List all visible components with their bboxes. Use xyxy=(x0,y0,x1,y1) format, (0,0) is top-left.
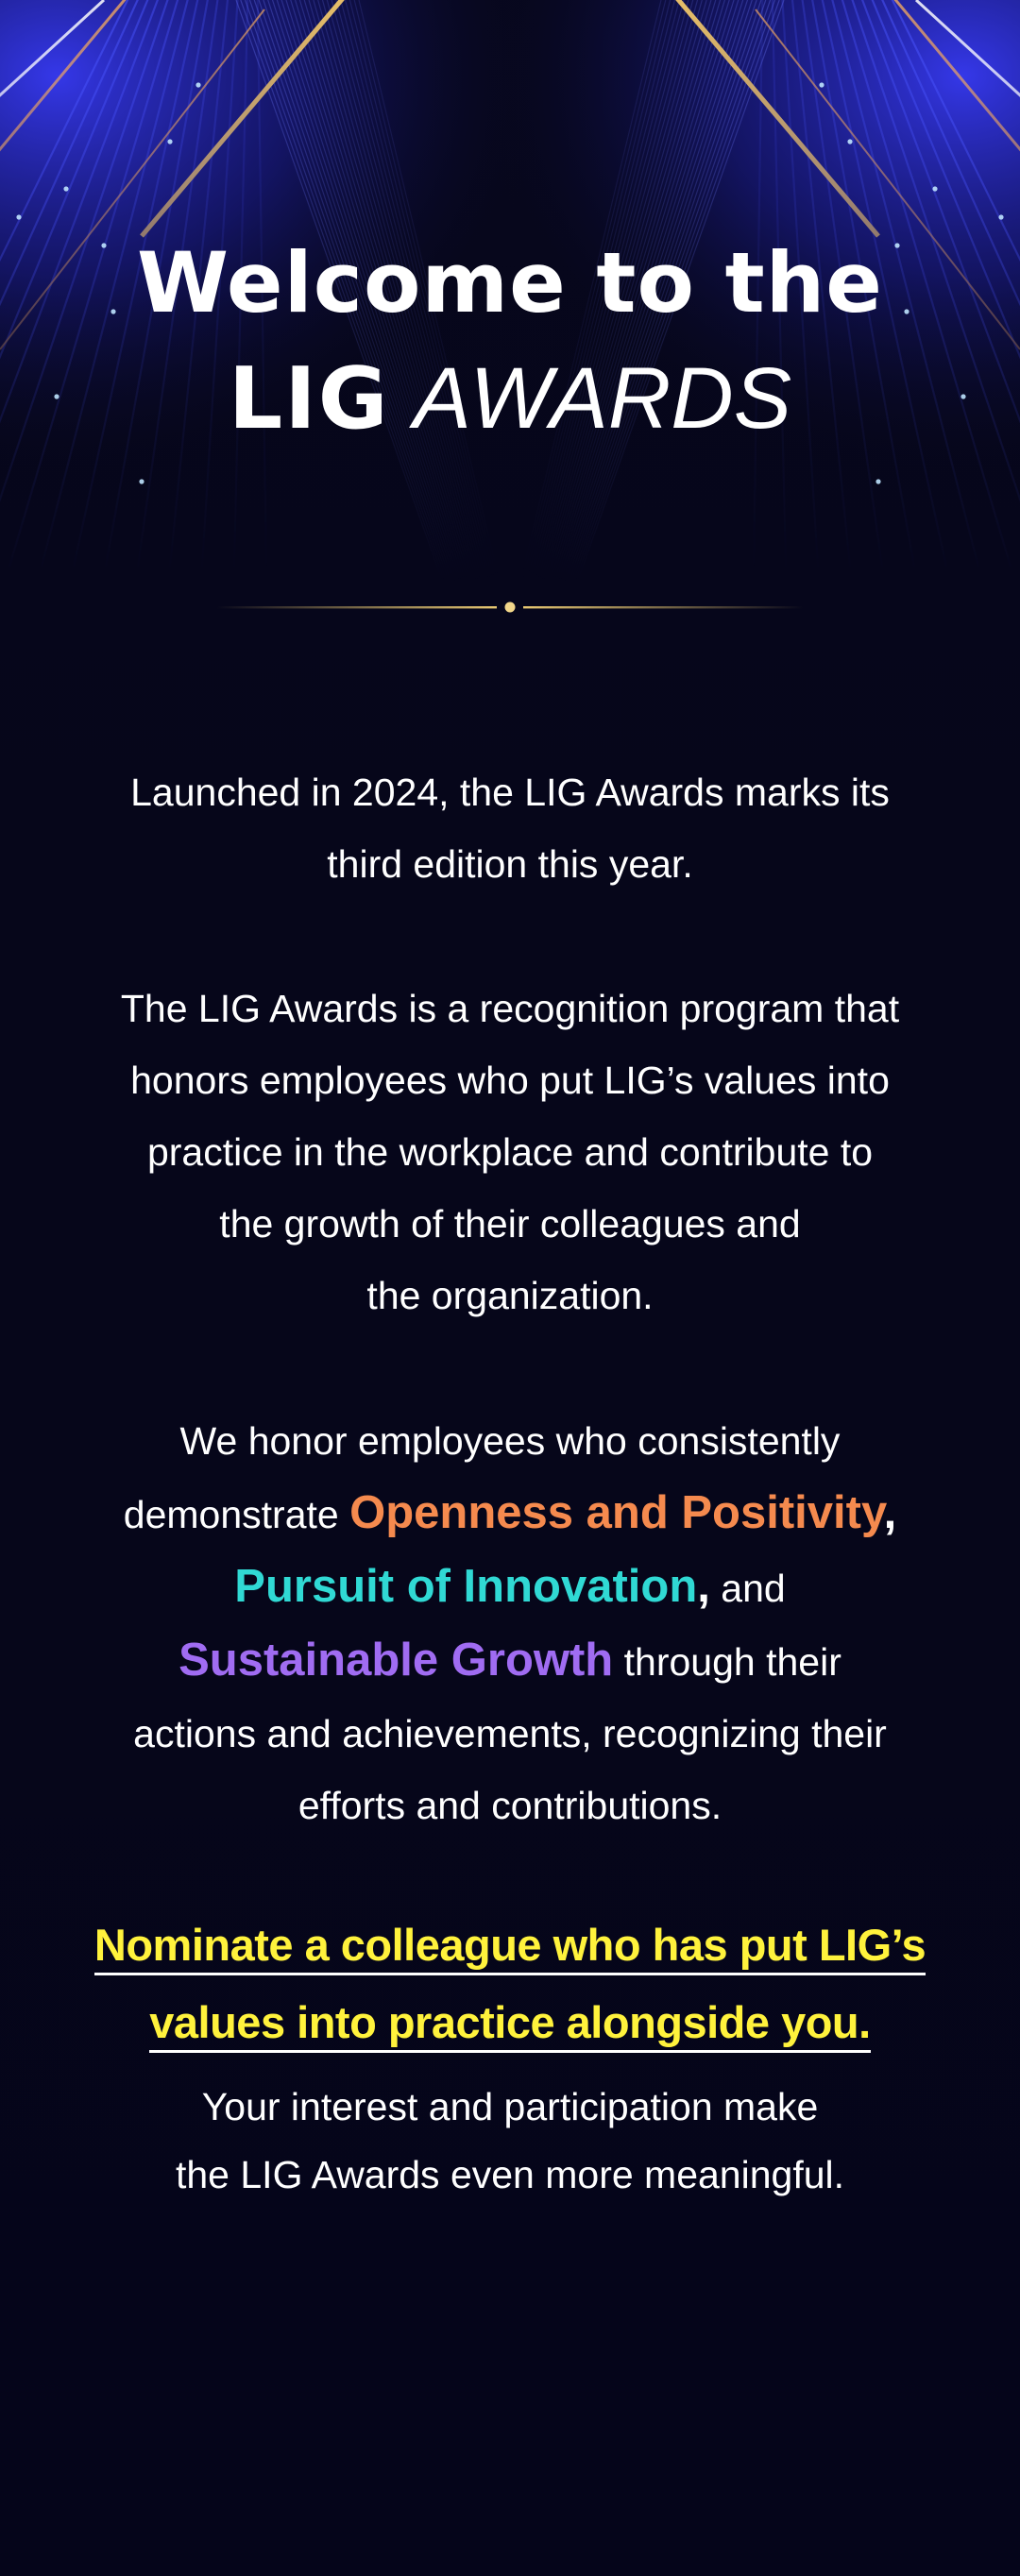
honor-line-6: efforts and contributions. xyxy=(298,1784,722,1827)
honor-and: and xyxy=(721,1567,786,1610)
program-line-3: practice in the workplace and contribute to xyxy=(146,1130,874,1174)
program-line-2: honors employees who put LIG’s values into xyxy=(130,1059,890,1102)
sparkle-dot xyxy=(932,186,937,191)
sparkle-dot xyxy=(63,186,68,191)
sparkle-dot xyxy=(847,139,852,144)
honor-through: through their xyxy=(623,1640,842,1684)
honor-paragraph xyxy=(85,1405,935,1841)
sparkle-dot xyxy=(196,82,200,87)
title-awards: AWARDS xyxy=(413,350,792,447)
title-line-welcome: Welcome to the xyxy=(137,234,883,331)
value-comma-2: , xyxy=(697,1561,710,1612)
intro-line-2: third edition this year. xyxy=(327,842,693,886)
title-brand-lig: LIG xyxy=(228,349,390,449)
cta-line-2: values into practice alongside you. xyxy=(149,1997,870,2053)
cta-line-1: Nominate a colleague who has put LIG’s xyxy=(94,1920,926,1975)
intro-paragraph xyxy=(85,756,935,900)
intro-line-1: Launched in 2024, the LIG Awards marks its xyxy=(130,771,890,814)
program-line-4: the growth of their colleagues and xyxy=(219,1202,801,1246)
honor-demonstrate: demonstrate xyxy=(123,1493,339,1536)
gold-divider xyxy=(217,595,803,619)
nominate-call-to-action xyxy=(57,1907,963,2061)
closing-paragraph xyxy=(85,2073,935,2209)
sparkle-dot xyxy=(876,479,880,483)
value-openness-positivity: Openness and Positivity xyxy=(349,1487,884,1538)
sparkle-dot xyxy=(16,214,21,219)
value-pursuit-innovation: Pursuit of Innovation xyxy=(234,1561,698,1612)
program-line-5: the organization. xyxy=(366,1274,654,1317)
value-comma-1: , xyxy=(883,1487,897,1538)
title-line-brand xyxy=(0,340,1020,458)
sparkle-dot xyxy=(998,214,1003,219)
program-line-1: The LIG Awards is a recognition program that xyxy=(120,987,900,1030)
program-paragraph xyxy=(85,973,935,1331)
honor-line-1: We honor employees who consistently xyxy=(179,1419,841,1463)
honor-line-5: actions and achievements, recognizing their xyxy=(133,1712,887,1755)
sparkle-dot xyxy=(819,82,824,87)
closing-line-2: the LIG Awards even more meaningful. xyxy=(175,2153,845,2196)
sparkle-dot xyxy=(139,479,144,483)
sparkle-dot xyxy=(167,139,172,144)
closing-line-1: Your interest and participation make xyxy=(201,2085,819,2128)
value-sustainable-growth: Sustainable Growth xyxy=(178,1635,614,1686)
page-title xyxy=(0,227,1020,458)
